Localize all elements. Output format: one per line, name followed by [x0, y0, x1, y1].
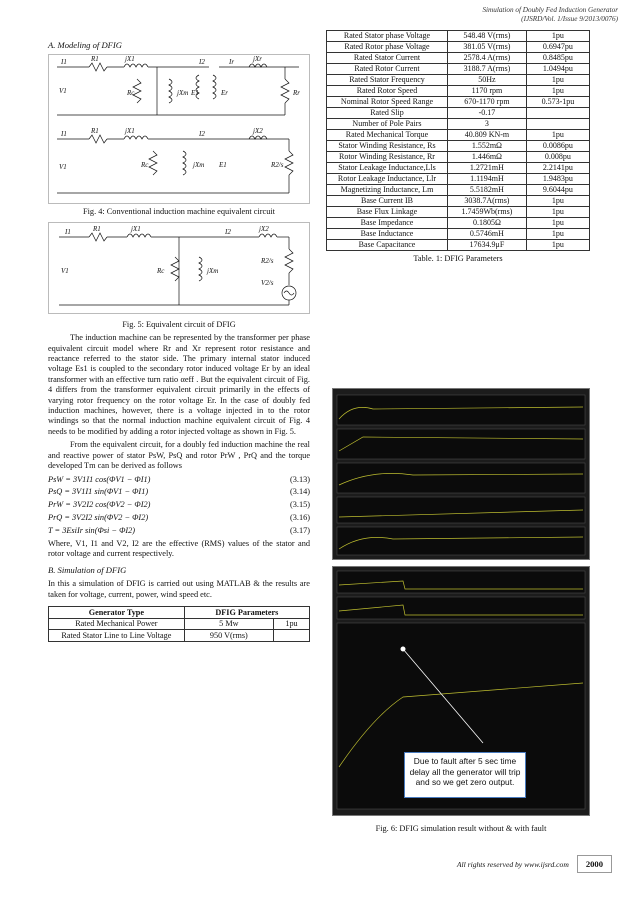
header-title: Simulation of Doubly Fed Induction Generator — [482, 6, 618, 14]
table-row — [327, 107, 590, 118]
table-cell: Rated Stator Frequency — [327, 74, 448, 85]
table-row — [327, 85, 590, 96]
table-cell: 1pu — [526, 239, 589, 250]
svg-text:I2: I2 — [225, 227, 231, 236]
circuit-diagram-fig5 — [49, 223, 309, 313]
svg-text:I2: I2 — [199, 130, 205, 139]
svg-text:Rc: Rc — [141, 161, 149, 170]
table-row: Rated Stator Line to Line Voltage 950 V(rms) — [49, 630, 310, 642]
svg-text:R1: R1 — [91, 127, 99, 136]
table-row — [327, 52, 590, 63]
table-row — [327, 184, 590, 195]
table-cell: Magnetizing Inductance, Lm — [327, 184, 448, 195]
table-cell: 1pu — [526, 31, 589, 42]
equation: T = 3EsiIr sin(Φsi − ΦI2) (3.17) — [48, 526, 310, 536]
table-cell: Rated Rotor Current — [327, 63, 448, 74]
table-cell: Rated Mechanical Torque — [327, 129, 448, 140]
svg-text:jXm: jXm — [177, 89, 189, 98]
section-heading-modeling: A. Modeling of DFIG — [48, 40, 122, 50]
table-cell: 381.05 V(rms) — [447, 41, 526, 52]
table-cell: 548.48 V(rms) — [447, 31, 526, 42]
table-cell: 0.008pu — [526, 151, 589, 162]
svg-text:jX2: jX2 — [259, 224, 269, 233]
table-cell: 670-1170 rpm — [447, 96, 526, 107]
svg-text:Ir: Ir — [229, 58, 235, 67]
paragraph-power-derivation: From the equivalent circuit, for a doubly fed induction machine the real and reactive power of stator PsW, PsQ and rotor PrW , PrQ and the torque developed Tm can be derived as follows — [48, 440, 310, 471]
right-column — [326, 30, 590, 266]
svg-text:I2: I2 — [199, 58, 205, 67]
table-cell: Base Capacitance — [327, 239, 448, 250]
table-cell: 0.0086pu — [526, 140, 589, 151]
table-row — [327, 63, 590, 74]
table-row — [327, 217, 590, 228]
table-row — [327, 162, 590, 173]
table-row: Rated Mechanical Power 5 Mw 1pu — [49, 618, 310, 630]
equation: PsQ = 3V1I1 sin(ΦV1 − ΦI1) (3.14) — [48, 487, 310, 497]
table-cell: Base Current IB — [327, 195, 448, 206]
table-cell: Rotor Leakage Inductance, Llr — [327, 173, 448, 184]
table-cell: 1pu — [526, 74, 589, 85]
table-cell: Rotor Winding Resistance, Rr — [327, 151, 448, 162]
equation: PrQ = 3V2I2 sin(ΦV2 − ΦI2) (3.16) — [48, 513, 310, 523]
table-cell: 1.0494pu — [526, 63, 589, 74]
header-issue: (IJSRD/Vol. 1/Issue 9/2013/0076) — [521, 15, 618, 23]
table-cell: 1.7459Wb(rms) — [447, 206, 526, 217]
table-cell: Number of Pole Pairs — [327, 118, 448, 129]
table-cell: 1.552mΩ — [447, 140, 526, 151]
table-cell: 1pu — [526, 217, 589, 228]
table-row — [327, 239, 590, 250]
table-cell: -0.17 — [447, 107, 526, 118]
left-column — [48, 40, 310, 642]
table-row — [327, 206, 590, 217]
table-cell: Nominal Rotor Speed Range — [327, 96, 448, 107]
equation: PsW = 3V1I1 cos(ΦV1 − ΦI1) (3.13) — [48, 474, 310, 484]
figure-4-caption: Fig. 4: Conventional induction machine equivalent circuit — [83, 207, 275, 217]
table-row — [327, 74, 590, 85]
table-row — [327, 31, 590, 42]
circuit-diagram-fig4 — [49, 55, 309, 203]
table-cell: 1pu — [526, 206, 589, 217]
svg-text:Er: Er — [221, 89, 228, 98]
table-cell: Base Flux Linkage — [327, 206, 448, 217]
table-cell: 1pu — [526, 228, 589, 239]
table-cell: 1.1194mH — [447, 173, 526, 184]
svg-text:jXm: jXm — [207, 266, 219, 275]
table-cell: 0.6947pu — [526, 41, 589, 52]
running-header — [318, 6, 618, 24]
table-cell: Rated Stator phase Voltage — [327, 31, 448, 42]
generator-table-start — [48, 606, 310, 642]
svg-text:V2/s: V2/s — [261, 278, 274, 287]
svg-text:R2/s: R2/s — [261, 256, 274, 265]
section-heading-simulation: B. Simulation of DFIG — [48, 564, 127, 575]
table-cell: 0.1805Ω — [447, 217, 526, 228]
table-cell: 17634.9μF — [447, 239, 526, 250]
table-cell: 3188.7 A(rms) — [447, 63, 526, 74]
svg-text:R2/s: R2/s — [271, 161, 284, 170]
table-cell: 2578.4 A(rms) — [447, 52, 526, 63]
svg-text:jXm: jXm — [193, 161, 205, 170]
figure-5-caption: Fig. 5: Equivalent circuit of DFIG — [122, 319, 236, 329]
table-cell: Base Impedance — [327, 217, 448, 228]
page-number: 2000 — [577, 855, 612, 873]
svg-text:jX1: jX1 — [131, 224, 141, 233]
table-cell: Rated Rotor phase Voltage — [327, 41, 448, 52]
svg-text:R1: R1 — [91, 55, 99, 64]
table-row — [327, 151, 590, 162]
scope-without-fault — [332, 388, 590, 560]
dfig-parameters-table — [326, 30, 590, 251]
figure-6-caption: Fig. 6: DFIG simulation result without & with fault — [375, 824, 547, 833]
table-cell: 50Hz — [447, 74, 526, 85]
paragraph-simulation: In this a simulation of DFIG is carried out using MATLAB & the results are taken for voltage, current, power, wind speed etc. — [48, 579, 310, 599]
table-cell: 1.446mΩ — [447, 151, 526, 162]
svg-text:jX1: jX1 — [125, 55, 135, 64]
table-row — [327, 96, 590, 107]
table-cell: Base Inductance — [327, 228, 448, 239]
table-cell: 0.573-1pu — [526, 96, 589, 107]
svg-text:Rr: Rr — [293, 89, 300, 98]
equation-list — [48, 475, 310, 537]
table-row — [327, 140, 590, 151]
page-footer — [457, 855, 612, 873]
table-header-row: Generator Type DFIG Parameters — [49, 607, 310, 619]
table-cell — [526, 118, 589, 129]
table-cell: 1.9483pu — [526, 173, 589, 184]
table-row — [327, 129, 590, 140]
table-cell: 1170 rpm — [447, 85, 526, 96]
table-row — [327, 173, 590, 184]
table-cell: Rated Rotor Speed — [327, 85, 448, 96]
svg-text:I1: I1 — [61, 130, 67, 139]
table-cell: 0.5746mH — [447, 228, 526, 239]
table-cell: 1pu — [526, 129, 589, 140]
table-row — [327, 41, 590, 52]
fault-annotation-callout: Due to fault after 5 sec time delay all the generator will trip and so we get zero output. — [404, 752, 526, 798]
figure-5-circuit — [48, 222, 310, 314]
equation: PrW = 3V2I2 cos(ΦV2 − ΦI2) (3.15) — [48, 500, 310, 510]
paragraph-rms-definition: Where, V1, I1 and V2, I2 are the effective (RMS) values of the stator and rotor voltage and current respectively. — [48, 539, 310, 559]
footer-rights: All rights reserved by www.ijsrd.com — [456, 859, 569, 869]
svg-text:V1: V1 — [61, 266, 69, 275]
table-cell: Stator Leakage Inductance,Lls — [327, 162, 448, 173]
table-cell: 3038.7A(rms) — [447, 195, 526, 206]
svg-text:jX2: jX2 — [253, 127, 263, 136]
table-1-caption: Table. 1: DFIG Parameters — [413, 253, 503, 263]
table-cell: 0.8485pu — [526, 52, 589, 63]
svg-text:E1: E1 — [219, 161, 227, 170]
svg-text:Rc: Rc — [157, 266, 165, 275]
scope-plot-1 — [333, 389, 589, 559]
paragraph-induction-model: The induction machine can be represented by the transformer per phase equivalent circuit model where Rr and Xr represent rotor resistance and reactance referred to the stator side. The primary internal stator induced voltage Es1 is coupled to the secondary rotor induced voltage Er by an ideal transformer with an effective turn ratio αeff . But the equivalent circuit of Fig. 4 differs from the transformer equivalent circuit primarily in the effects of varying rotor frequency on the rotor voltage Er. In the case of doubly fed induction machines, however, there is a voltage injected in to the rotor windings so that the normal induction machine equivalent circuit of Fig. 4 needs to be modified by adding a rotor injected voltage as shown in Fig. 5. — [48, 333, 310, 436]
table-cell: Rated Stator Current — [327, 52, 448, 63]
figure-4-circuit — [48, 54, 310, 204]
table-cell: 3 — [447, 118, 526, 129]
table-cell: 40.809 KN-m — [447, 129, 526, 140]
table-cell: 2.2141pu — [526, 162, 589, 173]
table-cell: 9.6044pu — [526, 184, 589, 195]
svg-text:I1: I1 — [61, 58, 67, 67]
table-cell: 1.2721mH — [447, 162, 526, 173]
table-cell: Rated Slip — [327, 107, 448, 118]
svg-text:E1: E1 — [191, 89, 199, 98]
svg-text:I1: I1 — [65, 227, 71, 236]
table-cell — [526, 107, 589, 118]
table-row — [327, 118, 590, 129]
svg-text:jX1: jX1 — [125, 127, 135, 136]
table-cell: 1pu — [526, 195, 589, 206]
table-cell: Stator Winding Resistance, Rs — [327, 140, 448, 151]
svg-text:V1: V1 — [59, 163, 67, 172]
table-row — [327, 195, 590, 206]
svg-text:V1: V1 — [59, 87, 67, 96]
table-row — [327, 228, 590, 239]
svg-text:Rc: Rc — [127, 89, 135, 98]
table-cell: 1pu — [526, 85, 589, 96]
table-cell: 5.5182mH — [447, 184, 526, 195]
svg-text:R1: R1 — [93, 224, 101, 233]
svg-text:jXr: jXr — [253, 55, 262, 64]
